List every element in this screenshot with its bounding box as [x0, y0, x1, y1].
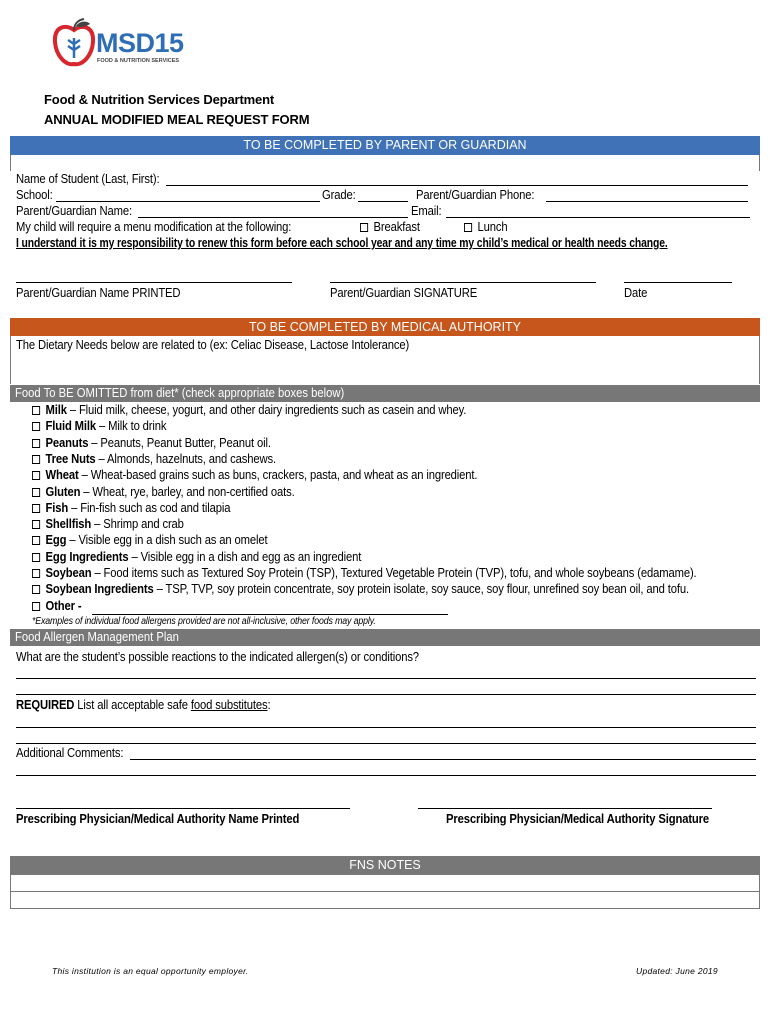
dietary-needs-label: The Dietary Needs below are related to (ex: Celiac Disease, Lactose Intolerance)	[16, 338, 410, 352]
allergen-name: Wheat	[45, 468, 79, 483]
grade-label: Grade:	[322, 188, 356, 202]
allergen-description: – Milk to drink	[96, 419, 167, 434]
department-title: Food & Nutrition Services Department	[44, 92, 275, 107]
physician-printed-label: Prescribing Physician/Medical Authority Name Printed	[16, 812, 300, 826]
allergen-description: – Wheat-based grains such as buns, crackers, pasta, and wheat as an ingredient.	[78, 468, 478, 483]
allergen-description: – Shrimp and crab	[91, 517, 184, 532]
allergen-row[interactable]	[32, 419, 166, 433]
allergen-description: – Visible egg in a dish such as an omelet	[66, 533, 268, 548]
required-word: REQUIRED	[16, 698, 75, 712]
allergen-name: Fluid Milk	[45, 419, 97, 434]
allergen-row[interactable]	[32, 485, 295, 499]
allergen-checkbox[interactable]	[32, 439, 40, 448]
guardian-printed-label: Parent/Guardian Name PRINTED	[16, 286, 181, 300]
allergen-checkbox[interactable]	[32, 455, 40, 464]
allergen-checkbox[interactable]	[32, 520, 40, 529]
allergen-name: Tree Nuts	[45, 451, 96, 466]
school-label: School:	[16, 188, 53, 202]
allergen-row[interactable]	[32, 501, 230, 515]
substitutes-colon: :	[267, 698, 271, 712]
allergen-row[interactable]	[32, 403, 466, 417]
plan-title: Food Allergen Management Plan	[15, 630, 179, 644]
allergen-row[interactable]	[32, 533, 267, 547]
student-name-label: Name of Student (Last, First):	[16, 172, 160, 186]
allergen-name: Soybean Ingredients	[45, 582, 154, 597]
physician-printed-field[interactable]	[16, 808, 350, 809]
allergen-row[interactable]	[32, 468, 477, 482]
allergen-name: Gluten	[45, 484, 81, 499]
allergen-description: – Fin-fish such as cod and tilapia	[68, 500, 231, 515]
logo-brand: MSD15	[96, 28, 184, 58]
fns-notes-divider	[10, 891, 760, 892]
allergen-name: Egg	[45, 533, 67, 548]
allergen-footnote: *Examples of individual food allergens provided are not all-inclusive, other foods may apply.	[32, 616, 376, 627]
medical-section-title: TO BE COMPLETED BY MEDICAL AUTHORITY	[248, 320, 522, 334]
allergen-row[interactable]	[32, 566, 697, 580]
substitutes-line-2[interactable]	[16, 743, 756, 744]
substitutes-label	[16, 698, 271, 712]
lunch-option[interactable]	[464, 220, 507, 234]
allergen-description: – Almonds, hazelnuts, and cashews.	[95, 451, 276, 466]
omit-title: Food To BE OMITTED from diet* (check appropriate boxes below)	[15, 386, 345, 400]
allergen-row[interactable]	[32, 550, 361, 564]
allergen-checkbox[interactable]	[32, 406, 40, 415]
lunch-label: Lunch	[477, 220, 508, 234]
email-field[interactable]	[446, 217, 750, 218]
guardian-printed-field[interactable]	[16, 282, 292, 283]
school-field[interactable]	[56, 201, 320, 202]
guardian-name-label: Parent/Guardian Name:	[16, 204, 132, 218]
renewal-statement: I understand it is my responsibility to renew this form before each school year and any time my child’s medical or health needs change.	[16, 236, 668, 250]
allergen-row[interactable]	[32, 436, 271, 450]
allergen-checkbox[interactable]	[32, 569, 40, 578]
allergen-checkbox[interactable]	[32, 422, 40, 431]
allergen-description: – Food items such as Textured Soy Protein (TSP), Textured Vegetable Protein (TVP), tofu, and whole soybeans (edamame).	[91, 566, 697, 580]
breakfast-checkbox[interactable]	[360, 223, 368, 232]
fns-notes-box[interactable]	[10, 875, 760, 909]
substitutes-underlined: food substitutes	[190, 698, 268, 712]
allergen-description: – TSP, TVP, soy protein concentrate, soy protein isolate, soy sauce, soy flour, unrefined soy bean oil, and tofu.	[153, 582, 689, 597]
form-title: ANNUAL MODIFIED MEAL REQUEST FORM	[44, 112, 310, 127]
updated-date: Updated: June 2019	[636, 966, 718, 976]
allergen-checkbox[interactable]	[32, 536, 40, 545]
logo-subtitle: FOOD & NUTRITION SERVICES	[97, 58, 180, 64]
allergen-checkbox[interactable]	[32, 488, 40, 497]
allergen-description: – Visible egg in a dish and egg as an ingredient	[128, 549, 362, 564]
comments-label: Additional Comments:	[16, 746, 124, 760]
date-label: Date	[624, 286, 648, 300]
lunch-checkbox[interactable]	[464, 223, 472, 232]
allergen-checkbox[interactable]	[32, 553, 40, 562]
allergen-description: – Peanuts, Peanut Butter, Peanut oil.	[88, 435, 271, 450]
allergen-name: Soybean	[45, 566, 92, 580]
allergen-row[interactable]	[32, 599, 81, 613]
allergen-row[interactable]	[32, 452, 276, 466]
allergen-row[interactable]	[32, 517, 184, 531]
parent-section-frame	[10, 155, 760, 171]
allergen-checkbox[interactable]	[32, 585, 40, 594]
allergen-name: Egg Ingredients	[45, 549, 129, 564]
allergen-checkbox[interactable]	[32, 504, 40, 513]
eoe-statement: This institution is an equal opportunity employer.	[52, 966, 249, 976]
email-label: Email:	[411, 204, 442, 218]
breakfast-option[interactable]	[360, 220, 420, 234]
guardian-signature-label: Parent/Guardian SIGNATURE	[330, 286, 478, 300]
reactions-label: What are the student’s possible reactions to the indicated allergen(s) or conditions?	[16, 650, 419, 664]
student-name-field[interactable]	[166, 185, 748, 186]
comments-line-2[interactable]	[16, 775, 756, 776]
comments-line-1[interactable]	[130, 759, 756, 760]
phone-field[interactable]	[546, 201, 748, 202]
guardian-name-field[interactable]	[138, 217, 408, 218]
allergen-row[interactable]	[32, 582, 689, 596]
menu-modification-label: My child will require a menu modification at the following:	[16, 220, 292, 234]
district-logo	[48, 16, 198, 72]
physician-signature-field[interactable]	[418, 808, 712, 809]
allergen-name: Fish	[45, 500, 69, 515]
apple-icon	[52, 18, 96, 70]
parent-section-title: TO BE COMPLETED BY PARENT OR GUARDIAN	[243, 138, 527, 152]
allergen-name: Shellfish	[45, 517, 92, 532]
substitutes-text: List all acceptable safe	[74, 698, 191, 712]
phone-label: Parent/Guardian Phone:	[416, 188, 535, 202]
allergen-checkbox[interactable]	[32, 471, 40, 480]
allergen-description: – Fluid milk, cheese, yogurt, and other dairy ingredients such as casein and whey.	[66, 403, 467, 417]
reactions-line-1[interactable]	[16, 678, 756, 679]
substitutes-line-1[interactable]	[16, 727, 756, 728]
guardian-signature-field[interactable]	[330, 282, 596, 283]
allergen-name: Peanuts	[45, 435, 89, 450]
other-field[interactable]	[92, 614, 448, 615]
date-field[interactable]	[624, 282, 732, 283]
allergen-name: Other -	[45, 598, 82, 613]
grade-field[interactable]	[358, 201, 408, 202]
allergen-description: – Wheat, rye, barley, and non-certified oats.	[80, 484, 295, 499]
allergen-checkbox[interactable]	[32, 602, 40, 611]
allergen-name: Milk	[45, 403, 67, 417]
reactions-line-2[interactable]	[16, 694, 756, 695]
breakfast-label: Breakfast	[373, 220, 420, 234]
fns-title: FNS NOTES	[349, 858, 421, 872]
physician-signature-label: Prescribing Physician/Medical Authority Signature	[446, 812, 710, 826]
